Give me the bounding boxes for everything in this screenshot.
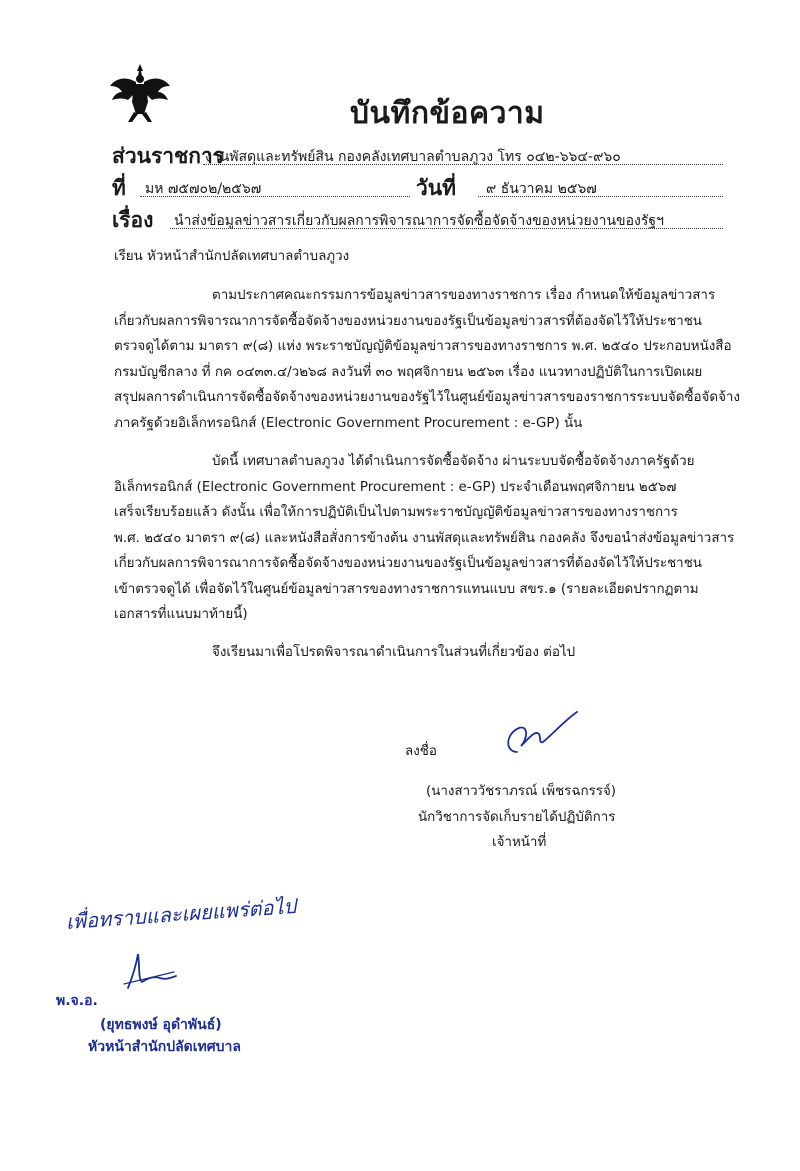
paragraph1-line: สรุปผลการดำเนินการจัดซื้อจัดจ้างของหน่วยงานของรัฐไว้ในศูนย์ข้อมูลข่าวสารของราชการระบบจัดซื้อจัดจ้าง [114,390,740,405]
memo-title: บันทึกข้อความ [350,96,545,131]
paragraph2-line: พ.ศ. ๒๕๔๐ มาตรา ๙(๘) และหนังสือสั่งการข้างต้น งานพัสดุและทรัพย์สิน กองคลัง จึงขอนำส่งข้อมูลข่าวสาร [114,531,735,546]
agency-label: ส่วนราชการ [112,144,225,168]
signer-role: เจ้าหน้าที่ [492,835,547,850]
ref-dotline [140,196,410,197]
paragraph1-line: กรมบัญชีกลาง ที่ กค ๐๔๓๓.๔/ว๒๖๘ ลงวันที่ ๓๐ พฤศจิกายน ๒๕๖๓ เรื่อง แนวทางปฏิบัติในการเปิดเผย [114,365,703,380]
date-label: วันที่ [416,176,456,200]
signer-position: นักวิชาการจัดเก็บรายได้ปฏิบัติการ [418,810,616,825]
ref-label: ที่ [112,176,126,200]
signature-mark-icon [495,708,580,758]
closing-sentence: จึงเรียนมาเพื่อโปรดพิจารณาดำเนินการในส่วนที่เกี่ยวข้อง ต่อไป [212,645,576,660]
paragraph2-line: เข้าตรวจดูได้ เพื่อจัดไว้ในศูนย์ข้อมูลข่าวสารของทางราชการแทนแบบ สขร.๑ (รายละเอียดปรากฏตาม [114,582,699,597]
sign-label: ลงชื่อ [405,744,437,759]
subject-dotline [170,228,723,229]
date-value: ๙ ธันวาคม ๒๕๖๗ [486,181,597,197]
agency-dotline [203,164,723,165]
endorser-position: หัวหน้าสำนักปลัดเทศบาล [88,1039,241,1055]
paragraph1-line: ภาครัฐด้วยอิเล็กทรอนิกส์ (Electronic Government Procurement : e-GP) นั้น [114,416,583,431]
endorser-name: (ยุทธพงษ์ อุดำพันธ์) [100,1017,222,1033]
agency-value: งานพัสดุและทรัพย์สิน กองคลังเทศบาลตำบลภูวง โทร ๐๔๒-๖๖๔-๙๖๐ [205,149,621,165]
endorsement-signature-icon [118,948,178,993]
paragraph2-line: เกี่ยวกับผลการพิจารณาการจัดซื้อจัดจ้างของหน่วยงานของรัฐเป็นข้อมูลข่าวสารที่ต้องจัดไว้ให้ประชาชน [114,556,702,571]
salutation: เรียน หัวหน้าสำนักปลัดเทศบาลตำบลภูวง [114,249,350,264]
paragraph2-line: อิเล็กทรอนิกส์ (Electronic Government Procurement : e-GP) ประจำเดือนพฤศจิกายน ๒๕๖๗ [114,480,677,495]
garuda-emblem-icon [108,62,172,126]
paragraph1-line: ตามประกาศคณะกรรมการข้อมูลข่าวสารของทางราชการ เรื่อง กำหนดให้ข้อมูลข่าวสาร [212,288,716,303]
paragraph2-line: เสร็จเรียบร้อยแล้ว ดังนั้น เพื่อให้การปฏิบัติเป็นไปตามพระราชบัญญัติข้อมูลข่าวสารของทางราชการ [114,505,678,520]
subject-label: เรื่อง [112,208,154,232]
paragraph1-line: เกี่ยวกับผลการพิจารณาการจัดซื้อจัดจ้างของหน่วยงานของรัฐเป็นข้อมูลข่าวสารที่ต้องจัดไว้ให้ประชาชน [114,314,702,329]
handwritten-note: เพื่อทราบและเผยแพร่ต่อไป [65,893,297,934]
paragraph1-line: ตรวจดูได้ตาม มาตรา ๙(๘) แห่ง พระราชบัญญัติข้อมูลข่าวสารของทางราชการ พ.ศ. ๒๕๔๐ ประกอบหนังสือ [114,339,732,354]
acting-rank-label: พ.จ.อ. [56,993,98,1009]
subject-value: นำส่งข้อมูลข่าวสารเกี่ยวกับผลการพิจารณาการจัดซื้อจัดจ้างของหน่วยงานของรัฐฯ [174,213,664,229]
date-dotline [478,196,723,197]
paragraph2-line: เอกสารที่แนบมาท้ายนี้) [114,607,248,622]
signer-name: (นางสาววัชราภรณ์ เพ็ชรฉกรรจ์) [426,784,617,799]
ref-value: มห ๗๕๗๐๒/๒๕๖๗ [145,181,262,197]
paragraph2-line: บัดนี้ เทศบาลตำบลภูวง ได้ดำเนินการจัดซื้อจัดจ้าง ผ่านระบบจัดซื้อจัดจ้างภาครัฐด้วย [212,454,695,469]
